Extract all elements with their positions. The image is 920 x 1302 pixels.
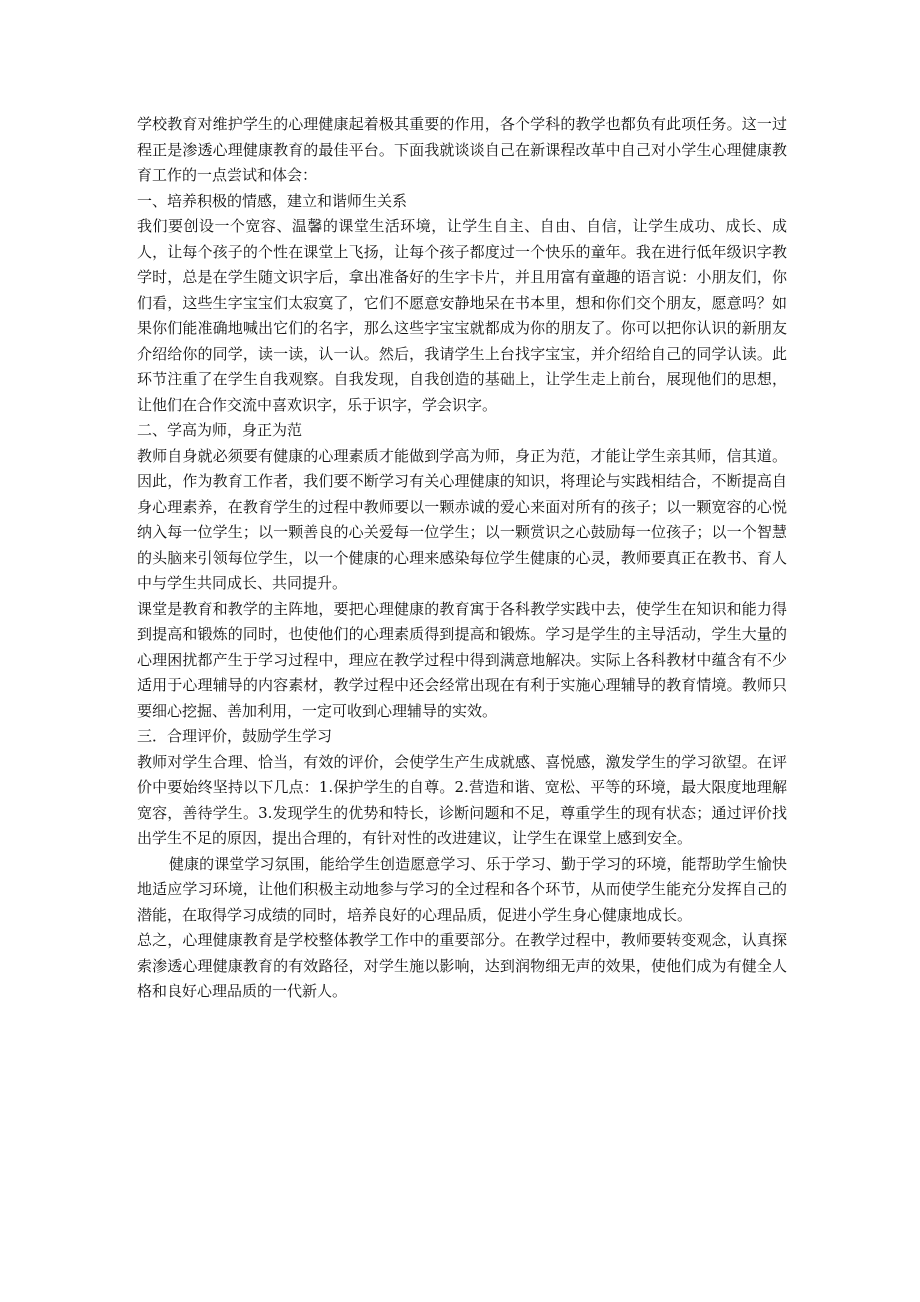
section-2-paragraph-2: 课堂是教育和教学的主阵地，要把心理健康的教育寓于各科教学实践中去，使学生在知识和能力得到提高和锻炼的同时，也使他们的心理素质得到提高和锻炼。学习是学生的主导活动，学生大量的心理困扰都产生于学习过程中，理应在教学过程中得到满意地解决。实际上各科教材中蕴含有不少适用于心理辅导的内容素材，教学过程中还会经常出现在有利于实施心理辅导的教育情境。教师只要细心挖掘、善加利用，一定可收到心理辅导的实效。: [137, 599, 787, 720]
intro-paragraph: 学校教育对维护学生的心理健康起着极其重要的作用，各个学科的教学也都负有此项任务。这一过程正是渗透心理健康教育的最佳平台。下面我就谈谈自己在新课程改革中自己对小学生心理健康教育工作的一点尝试和体会：: [137, 115, 787, 184]
section-1-paragraph: 我们要创设一个宽容、温馨的课堂生活环境，让学生自主、自由、自信，让学生成功、成长、成人，让每个孩子的个性在课堂上飞扬，让每个孩子都度过一个快乐的童年。我在进行低年级识字教学时，总是在学生随文识字后，拿出准备好的生字卡片，并且用富有童趣的语言说：小朋友们，你们看，这些生字宝宝们太寂寞了，它们不愿意安静地呆在书本里，想和你们交个朋友，愿意吗？如果你们能准确地喊出它们的名字，那么这些字宝宝就都成为你的朋友了。你可以把你认识的新朋友介绍给你的同学，读一读，认一认。然后，我请学生上台找字宝宝，并介绍给自己的同学认读。此环节注重了在学生自我观察。自我发现，自我创造的基础上，让学生走上前台，展现他们的思想，让他们在合作交流中喜欢识字，乐于识字，学会识字。: [137, 217, 787, 414]
section-heading-3: 三．合理评价，鼓励学生学习: [137, 727, 333, 745]
conclusion-paragraph: 总之，心理健康教育是学校整体教学工作中的重要部分。在教学过程中，教师要转变观念，认真探索渗透心理健康教育的有效路径，对学生施以影响，达到润物细无声的效果，使他们成为有健全人格和良好心理品质的一代新人。: [137, 931, 787, 1000]
section-3-paragraph-1: 教师对学生合理、恰当，有效的评价，会使学生产生成就感、喜悦感，激发学生的学习欲望。在评价中要始终坚持以下几点：1.保护学生的自尊。2.营造和谐、宽松、平等的环境，最大限度地理解宽容，善待学生。3.发现学生的优势和特长，诊断问题和不足，尊重学生的现有状态；通过评价找出学生不足的原因，提出合理的，有针对性的改进建议，让学生在课堂上感到安全。: [137, 752, 787, 847]
section-2-paragraph-1: 教师自身就必须要有健康的心理素质才能做到学高为师，身正为范，才能让学生亲其师，信其道。因此，作为教育工作者，我们要不断学习有关心理健康的知识，将理论与实践相结合，不断提高自身心理素养，在教育学生的过程中教师要以一颗赤诚的爱心来面对所有的孩子；以一颗宽容的心悦纳入每一位学生；以一颗善良的心关爱每一位学生；以一颗赏识之心鼓励每一位孩子；以一个智慧的头脑来引领每位学生，以一个健康的心理来感染每位学生健康的心灵，教师要真正在教书、育人中与学生共同成长、共同提升。: [137, 446, 787, 592]
document-body: [137, 112, 787, 1005]
section-heading-2: 二、学高为师，身正为范: [137, 421, 303, 439]
section-3-paragraph-2: 健康的课堂学习氛围，能给学生创造愿意学习、乐于学习、勤于学习的环境，能帮助学生愉快地适应学习环境，让他们积极主动地参与学习的全过程和各个环节，从而使学生能充分发挥自己的潜能，在取得学习成绩的同时，培养良好的心理品质，促进小学生身心健康地成长。: [137, 854, 787, 924]
section-heading-1: 一、培养积极的情感，建立和谐师生关系: [137, 191, 408, 210]
